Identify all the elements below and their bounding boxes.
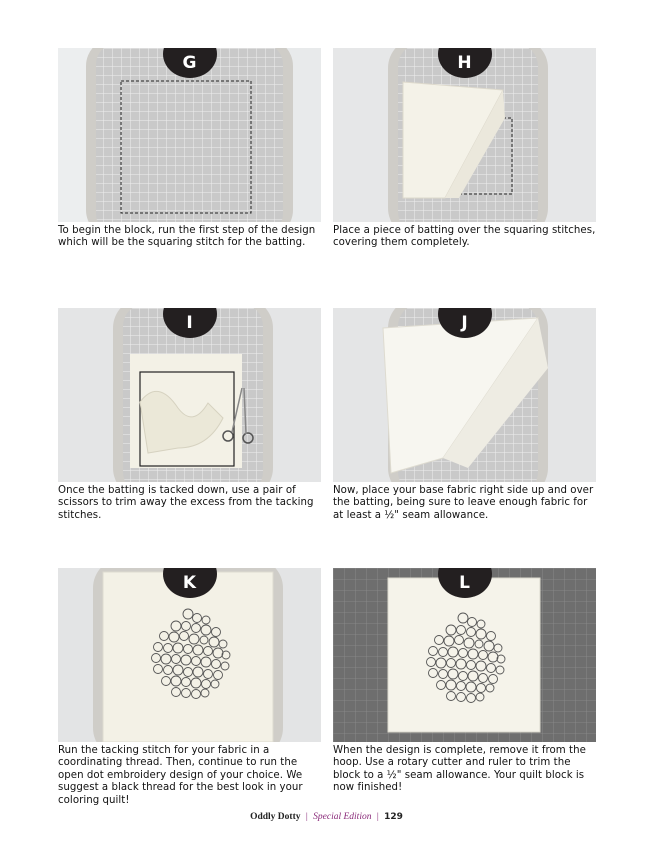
step-caption: Once the batting is tacked down, use a pair of scissors to trim away the excess from the tacking stitches. bbox=[58, 485, 314, 521]
footer-separator: | bbox=[305, 812, 308, 822]
page-number: 129 bbox=[384, 812, 403, 822]
step-caption: Now, place your base fabric right side up and over the batting, being sure to leave enough fabric for at least a ½" seam allowance. bbox=[333, 485, 594, 521]
step-i-photo bbox=[58, 308, 321, 482]
step-k-photo bbox=[58, 568, 321, 742]
edition-label: Special Edition bbox=[313, 812, 372, 822]
step-caption: Place a piece of batting over the squaring stitches, covering them completely. bbox=[333, 225, 596, 249]
step-letter-badge: K bbox=[163, 568, 217, 598]
step-l-photo bbox=[333, 568, 596, 742]
footer-separator: | bbox=[376, 812, 379, 822]
step-g-photo bbox=[58, 48, 321, 222]
step-letter-badge: L bbox=[438, 568, 492, 598]
step-caption: Run the tacking stitch for your fabric in a coordinating thread. Then, continue to run the open dot embroidery design of your choice. We suggest a black thread for the best look in your coloring quilt! bbox=[58, 745, 303, 806]
step-letter-badge: G bbox=[163, 48, 217, 78]
step-caption: To begin the block, run the first step of the design which will be the squaring stitch for the batting. bbox=[58, 225, 316, 249]
magazine-title: Oddly Dotty bbox=[250, 812, 301, 822]
step-j-photo bbox=[333, 308, 596, 482]
step-letter-badge: J bbox=[438, 308, 492, 338]
step-h-photo bbox=[333, 48, 596, 222]
step-letter-badge: I bbox=[163, 308, 217, 338]
page-footer bbox=[0, 812, 653, 822]
step-letter-badge: H bbox=[438, 48, 492, 78]
step-caption: When the design is complete, remove it from the hoop. Use a rotary cutter and ruler to trim the block to a ½" seam allowance. Your quilt block is now finished! bbox=[333, 745, 586, 794]
